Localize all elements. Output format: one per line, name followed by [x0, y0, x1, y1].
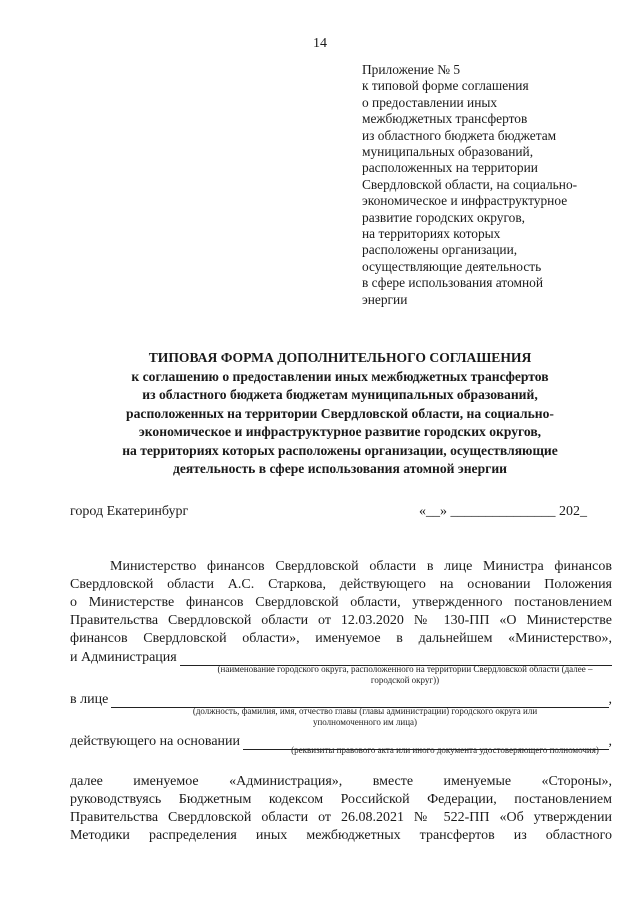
paragraph-continuation — [70, 773, 612, 845]
title-line: ТИПОВАЯ ФОРМА ДОПОЛНИТЕЛЬНОГО СОГЛАШЕНИЯ — [148, 350, 532, 365]
appendix-line: к типовой форме соглашения — [362, 78, 529, 94]
paragraph-line: финансов Свердловской области», именуемое в дальнейшем «Министерство», — [70, 631, 612, 646]
appendix-line: Приложение № 5 — [362, 62, 461, 77]
person-comma: , — [608, 692, 612, 707]
administration-note: (наименование городского округа, расположенного на территории Свердловской области (далее – городской округ)) — [217, 664, 593, 685]
paragraph-line: о Министерстве финансов Свердловской области, утвержденного постановлением — [70, 595, 612, 610]
appendix-line: развитие городских округов, — [362, 209, 525, 225]
paragraph-line: Свердловской области А.С. Старкова, действующего на основании Положения — [70, 577, 612, 592]
appendix-line: в сфере использования атомной — [362, 275, 544, 291]
appendix-line: Свердловской области, на социально- — [362, 176, 578, 192]
date-field: «__» _______________ 202_ — [419, 504, 587, 519]
basis-label: действующего на основании — [70, 734, 241, 749]
appendix-line: экономическое и инфраструктурное — [362, 193, 568, 209]
appendix-line: расположены организации, — [362, 242, 518, 258]
person-label: в лице — [70, 692, 109, 707]
basis-comma: , — [608, 734, 612, 749]
paragraph-line: далее именуемое «Администрация», вместе именуемые «Стороны», — [70, 774, 612, 789]
appendix-line: осуществляющие деятельность — [362, 258, 542, 274]
appendix-line: на территориях которых — [362, 226, 501, 242]
title-line: расположенных на территории Свердловской области, на социально- — [126, 405, 554, 421]
paragraph-intro — [70, 558, 612, 648]
title-line: экономическое и инфраструктурное развитие городских округов, — [138, 424, 542, 439]
paragraph-line: Правительства Свердловской области от 12.03.2020 № 130-ПП «О Министерстве — [70, 613, 612, 628]
appendix-block — [362, 62, 632, 308]
appendix-line: межбюджетных трансфертов — [362, 111, 528, 127]
paragraph-line: руководствуясь Бюджетным кодексом Российской Федерации, постановлением — [70, 792, 612, 807]
title-line: из областного бюджета бюджетам муниципальных образований, — [142, 387, 538, 402]
page-number: 14 — [313, 36, 327, 51]
title-line: деятельность в сфере использования атомной энергии — [172, 461, 507, 476]
appendix-line: энергии — [362, 291, 408, 307]
appendix-line: муниципальных образований, — [362, 144, 534, 160]
person-note: (должность, фамилия, имя, отчество главы (главы администрации) городского округа или уполномоченного им лица) — [192, 706, 538, 727]
title-line: к соглашению о предоставлении иных межбюджетных трансфертов — [131, 368, 549, 384]
paragraph-line: Методики распределения иных межбюджетных трансфертов из областного — [70, 828, 612, 843]
document-title — [60, 349, 620, 479]
city-label: город Екатеринбург — [70, 504, 189, 519]
administration-label: и Администрация — [70, 650, 177, 665]
title-line: на территориях которых расположены организации, осуществляющие — [122, 442, 558, 458]
paragraph-line: Правительства Свердловской области от 26.08.2021 № 522-ПП «Об утверждении — [70, 810, 612, 825]
paragraph-line: Министерство финансов Свердловской области в лице Министра финансов — [110, 559, 612, 574]
basis-note: (реквизиты правового акта или иного документа удостоверяющего полномочия) — [291, 745, 599, 755]
appendix-line: расположенных на территории — [362, 160, 538, 176]
appendix-line: из областного бюджета бюджетам — [362, 127, 557, 143]
appendix-line: о предоставлении иных — [362, 94, 498, 110]
